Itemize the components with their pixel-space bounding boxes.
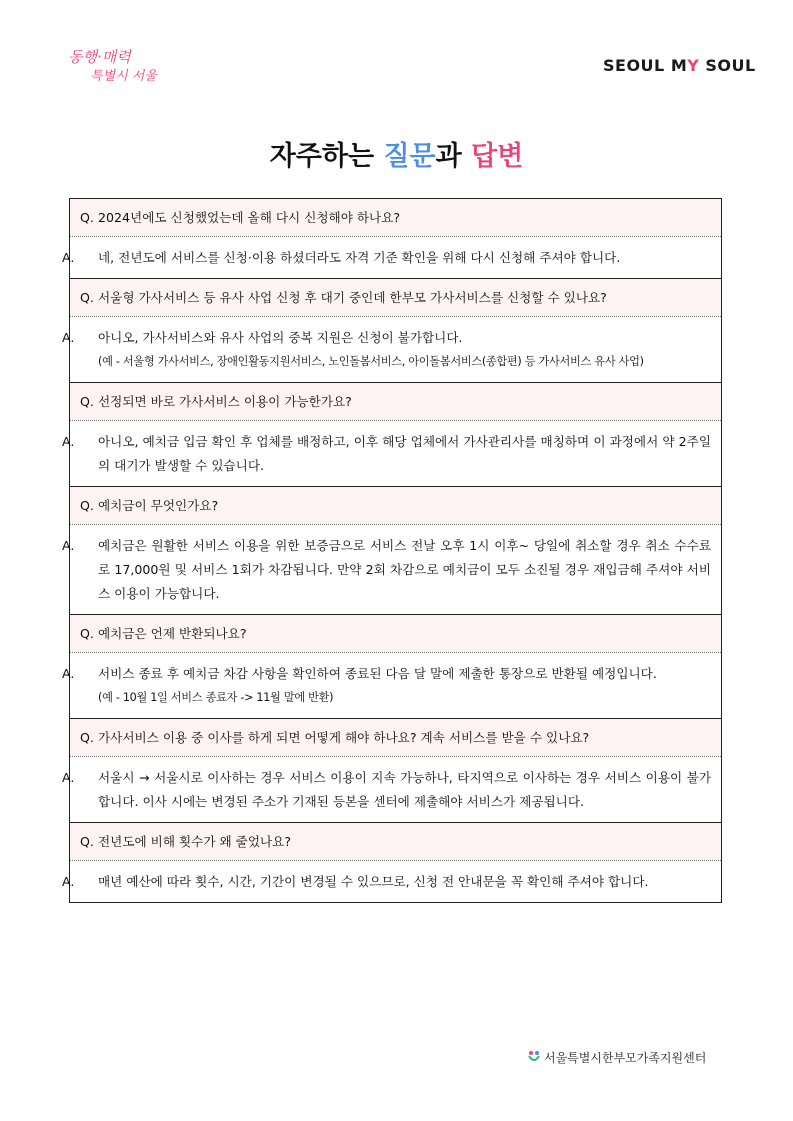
answer-body <box>62 430 711 478</box>
answer-text: 네, 전년도에 서비스를 신청·이용 하셨더라도 자격 기준 확인을 위해 다시 신청해 주셔야 합니다. <box>98 250 621 265</box>
answer-text: 예치금은 원활한 서비스 이용을 위한 보증금으로 서비스 전날 오후 1시 이후~ 당일에 취소할 경우 취소 수수료로 17,000원 및 서비스 1회가 차감됩니다. 만약 2회 차감으로 예치금이 모두 소진될 경우 재입금해 주셔야 서비스 이용이 가능합니다. <box>98 538 711 601</box>
question-prefix: Q. <box>80 626 94 641</box>
title-part-4: 답변 <box>471 141 524 172</box>
faq-answer-row <box>62 757 721 823</box>
question-text: 전년도에 비해 횟수가 왜 줄었나요? <box>98 834 292 849</box>
answer-prefix: A. <box>62 330 75 345</box>
question-prefix: Q. <box>80 730 94 745</box>
answer-text: 매년 예산에 따라 횟수, 시간, 기간이 변경될 수 있으므로, 신청 전 안내문을 꼭 확인해 주셔야 합니다. <box>98 874 649 889</box>
answer-body <box>62 246 711 270</box>
faq-question-row <box>70 383 721 421</box>
answer-note: (예 - 10월 1일 서비스 종료자 -> 11월 말에 반환) <box>98 691 334 704</box>
answer-body <box>62 326 711 350</box>
answer-body <box>62 870 711 894</box>
question-text: 예치금은 언제 반환되나요? <box>98 626 247 641</box>
question-prefix: Q. <box>80 834 94 849</box>
answer-prefix: A. <box>62 666 75 681</box>
logo-line-1: 동행·매력 <box>68 48 131 66</box>
answer-body <box>62 766 711 814</box>
faq-answer-row <box>62 653 721 719</box>
page-title <box>0 134 793 173</box>
faq-answer-row <box>62 525 721 615</box>
question-text: 2024년에도 신청했었는데 올해 다시 신청해야 하나요? <box>98 210 401 225</box>
faq-table <box>62 198 722 903</box>
faq-question-row <box>70 487 721 525</box>
answer-text: 서비스 종료 후 예치금 차감 사항을 확인하여 종료된 다음 달 말에 제출한 통장으로 반환될 예정입니다. <box>98 666 657 681</box>
seoul-slogan-logo <box>68 46 168 88</box>
question-text: 가사서비스 이용 중 이사를 하게 되면 어떻게 해야 하나요? 계속 서비스를 받을 수 있나요? <box>98 730 590 745</box>
answer-text: 아니오, 예치금 입금 확인 후 업체를 배정하고, 이후 해당 업체에서 가사관리사를 매칭하며 이 과정에서 약 2주일의 대기가 발생할 수 있습니다. <box>98 434 711 473</box>
answer-prefix: A. <box>62 538 75 553</box>
faq-answer-row <box>62 237 721 279</box>
center-logo-icon <box>527 1050 541 1064</box>
answer-text: 아니오, 가사서비스와 유사 사업의 중복 지원은 신청이 불가합니다. <box>98 330 463 345</box>
answer-text: 서울시 → 서울시로 이사하는 경우 서비스 이용이 지속 가능하나, 타지역으로 이사하는 경우 서비스 이용이 불가합니다. 이사 시에는 변경된 주소가 기재된 등본을 센터에 제출해야 서비스가 제공됩니다. <box>98 770 711 809</box>
seoul-my-soul-logo <box>603 56 756 75</box>
faq-question-row <box>70 199 721 237</box>
logo-text-heart: Y <box>687 56 700 75</box>
question-text: 서울형 가사서비스 등 유사 사업 신청 후 대기 중인데 한부모 가사서비스를 신청할 수 있나요? <box>98 290 607 305</box>
faq-answer-row <box>62 317 721 383</box>
title-part-2: 질문 <box>383 141 436 172</box>
question-prefix: Q. <box>80 290 94 305</box>
faq-answer-row <box>62 861 721 902</box>
question-text: 예치금이 무엇인가요? <box>98 498 219 513</box>
footer-org <box>527 1049 706 1066</box>
faq-question-row <box>70 719 721 757</box>
logo-text-b: SOUL <box>699 56 756 75</box>
logo-text-a: SEOUL M <box>603 56 688 75</box>
faq-question-row <box>70 279 721 317</box>
answer-body <box>62 662 711 686</box>
logo-line-2: 특별시 서울 <box>90 69 157 84</box>
answer-note: (예 - 서울형 가사서비스, 장애인활동지원서비스, 노인돌봄서비스, 아이돌봄서비스(종합편) 등 가사서비스 유사 사업) <box>98 355 644 368</box>
answer-body <box>62 534 711 606</box>
answer-prefix: A. <box>62 874 75 889</box>
footer-org-name: 서울특별시한부모가족지원센터 <box>544 1051 707 1065</box>
faq-question-row <box>70 615 721 653</box>
title-part-3: 과 <box>435 141 472 172</box>
answer-prefix: A. <box>62 770 75 785</box>
question-text: 선정되면 바로 가사서비스 이용이 가능한가요? <box>98 394 352 409</box>
answer-prefix: A. <box>62 250 75 265</box>
question-prefix: Q. <box>80 210 94 225</box>
faq-question-row <box>70 823 721 861</box>
question-prefix: Q. <box>80 394 94 409</box>
answer-prefix: A. <box>62 434 75 449</box>
title-part-1: 자주하는 <box>269 141 384 172</box>
faq-answer-row <box>62 421 721 487</box>
question-prefix: Q. <box>80 498 94 513</box>
